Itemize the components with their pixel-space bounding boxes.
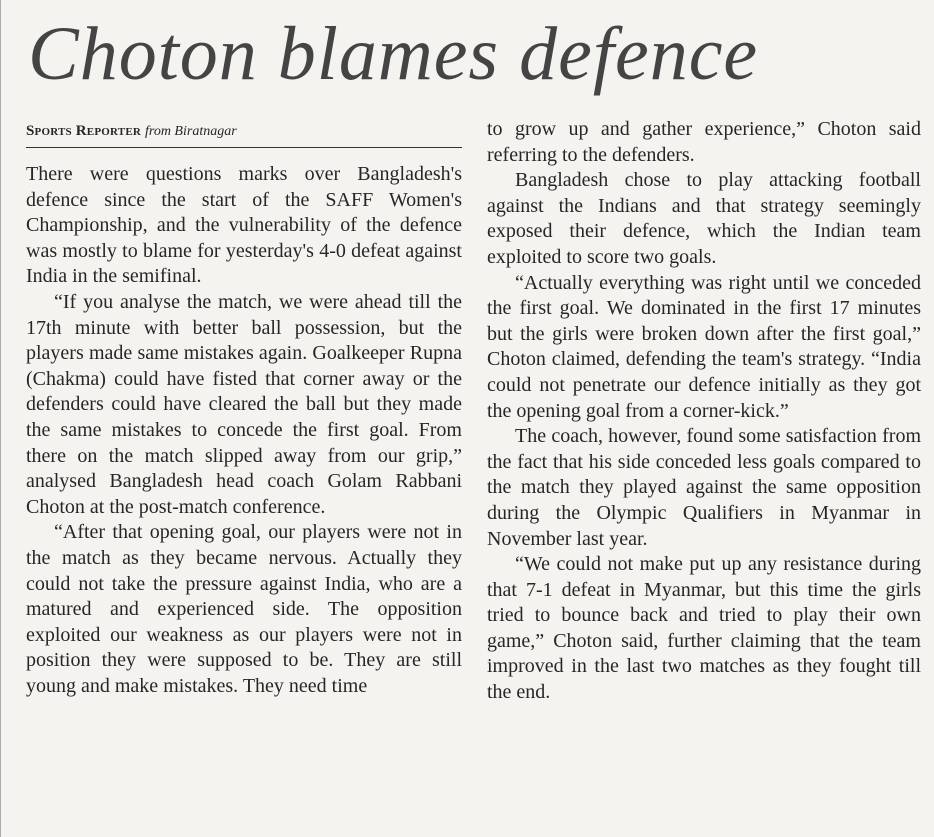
page-edge-rule — [0, 0, 1, 837]
paragraph-5: “Actually everything was right until we conceded the first goal. We dominated in the first 17 minutes but the girls were broken down after the first goal,” Choton claimed, defending the team's strategy. “India could not penetrate our defence initially as they got the opening goal from a corner-kick.” — [487, 271, 921, 422]
paragraph-3-continued: to grow up and gather experience,” Choton said referring to the defenders. — [487, 118, 921, 166]
paragraph-7: “We could not make put up any resistance during that 7-1 defeat in Myanmar, but this time the girls tried to bounce back and tried to play their own game,” Choton said, further claiming that the team improved in the last two matches as they fought till the end. — [487, 553, 921, 704]
paragraph-1: There were questions marks over Bangladesh's defence since the start of the SAFF Women's Championship, and the vulnerability of the defence was mostly to blame for yesterday's 4-0 defeat against India in the semifinal. — [26, 163, 462, 288]
paragraph-2: “If you analyse the match, we were ahead till the 17th minute with better ball possession, but the players made same mistakes again. Goalkeeper Rupna (Chakma) could have fisted that corner away or the defenders could have cleared the ball but they made the same mistakes to concede the first goal. From there on the match slipped away from our grip,” analysed Bangladesh head coach Golam Rabbani Choton at the post-match conference. — [26, 290, 462, 518]
paragraph-4: Bangladesh chose to play attacking football against the Indians and that strategy seemingly exposed their defence, which the Indian team exploited to score two goals. — [487, 169, 921, 268]
byline — [26, 120, 462, 148]
article-column-left — [26, 162, 462, 699]
paragraph-3: “After that opening goal, our players were not in the match as they became nervous. Actually they could not take the pressure against India, who are a matured and experienced side. The opposition exploited our weakness as our players were not in position they were supposed to be. They are still young and make mistakes. They need time — [26, 521, 462, 697]
headline: Choton blames defence — [28, 12, 759, 96]
paragraph-6: The coach, however, found some satisfaction from the fact that his side conceded less goals compared to the match they played against the same opposition during the Olympic Qualifiers in Myanmar in November last year. — [487, 425, 921, 550]
article-column-right — [487, 117, 921, 706]
byline-reporter: Sports Reporter — [26, 123, 141, 139]
byline-location: from Biratnagar — [145, 124, 237, 139]
